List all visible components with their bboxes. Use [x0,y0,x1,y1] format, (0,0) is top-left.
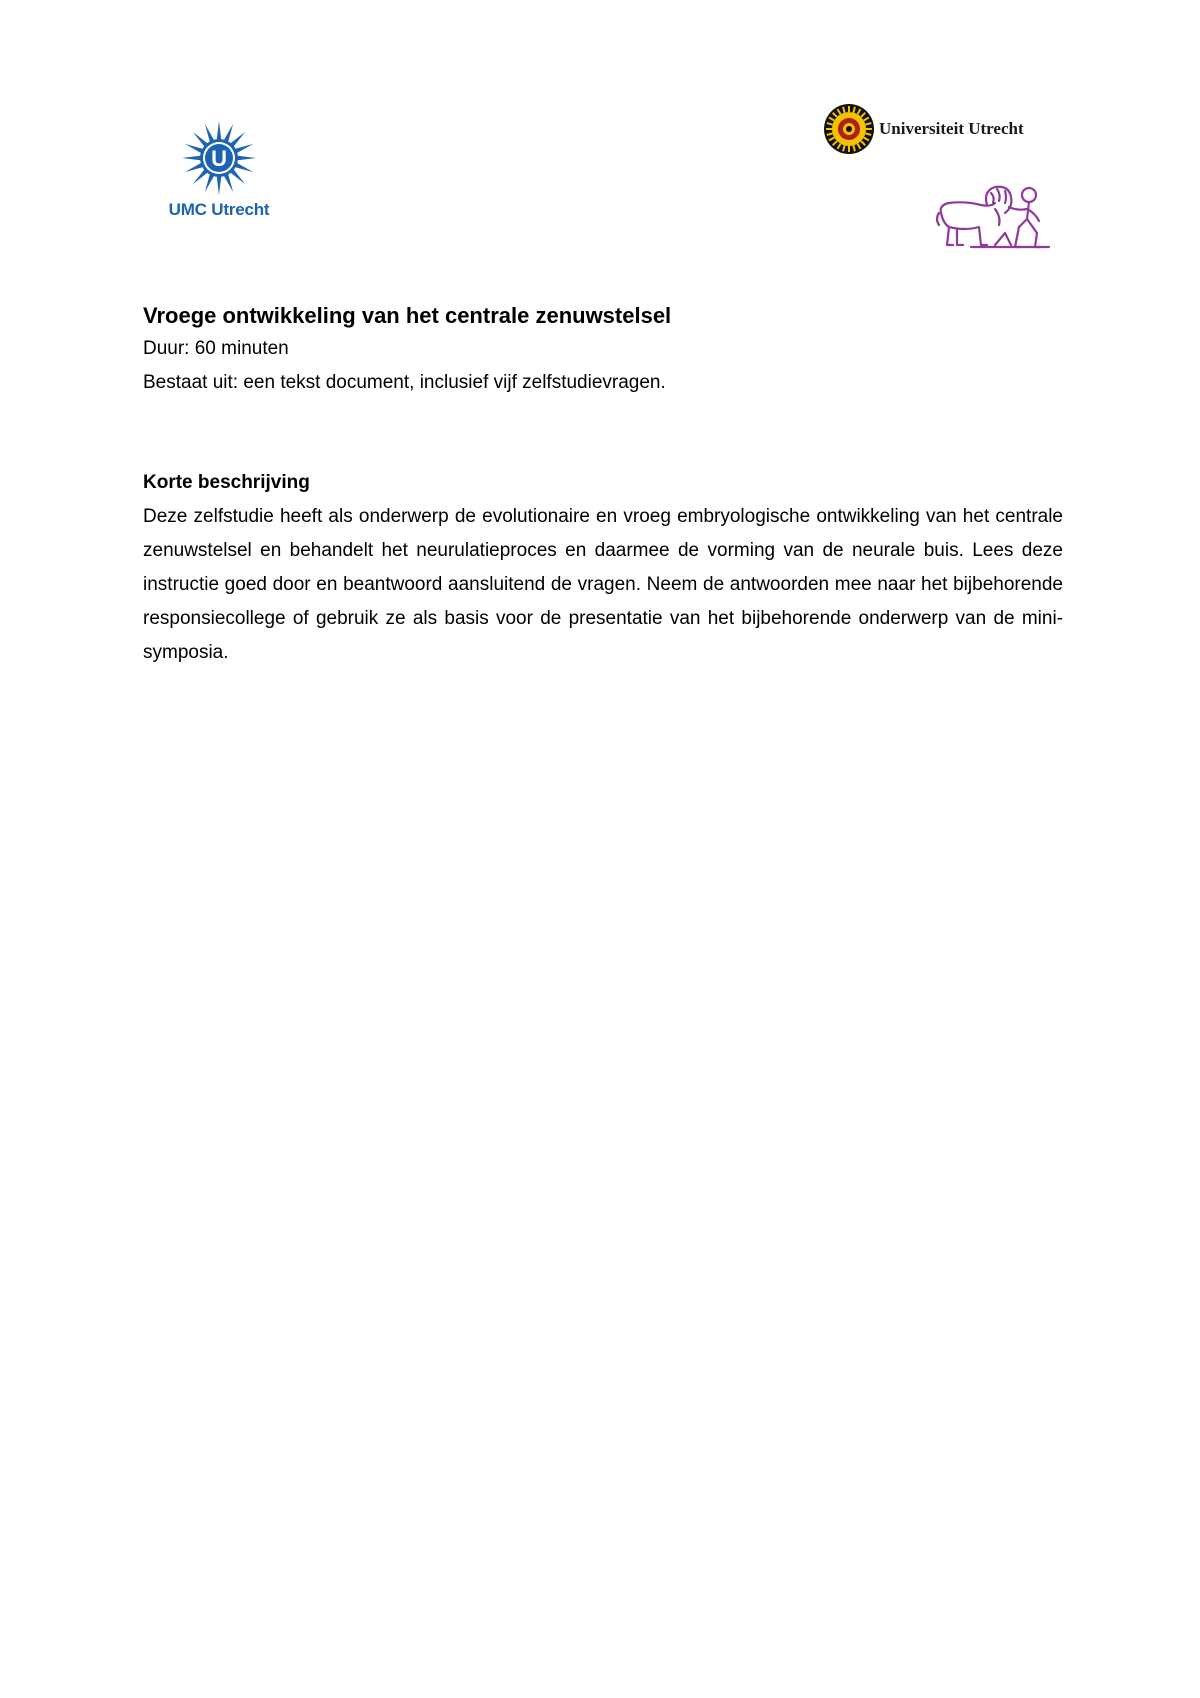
svg-text:U: U [211,146,227,171]
document-title: Vroege ontwikkeling van het centrale zenuwstelsel [143,303,672,328]
uu-logo-text: Universiteit Utrecht [879,119,1024,138]
document-body [143,300,1063,670]
composition-line: Bestaat uit: een tekst document, inclusief vijf zelfstudievragen. [143,372,666,393]
section-heading: Korte beschrijving [143,472,310,493]
lion-emblem-icon [935,183,1055,255]
umc-sunburst-icon [179,118,259,198]
uu-seal-icon [823,103,875,155]
universiteit-utrecht-logo [823,103,1038,157]
umc-logo-text: UMC Utrecht [168,200,270,219]
duration-line: Duur: 60 minuten [143,338,289,359]
spacer [143,400,1063,466]
description-paragraph: Deze zelfstudie heeft als onderwerp de evolutionaire en vroeg embryologische ontwikkeling van het centrale zenuwstelsel en behandelt het neurulatieproces en daarmee de vorming van de neurale buis. Lees deze instructie goed door en beantwoord aansluitend de vragen. Neem de antwoorden mee naar het bijbehorende responsiecollege of gebruik ze als basis voor de presentatie van het bijbehorende onderwerp van de mini-symposia. [143,506,1063,663]
umc-utrecht-logo [158,118,280,228]
